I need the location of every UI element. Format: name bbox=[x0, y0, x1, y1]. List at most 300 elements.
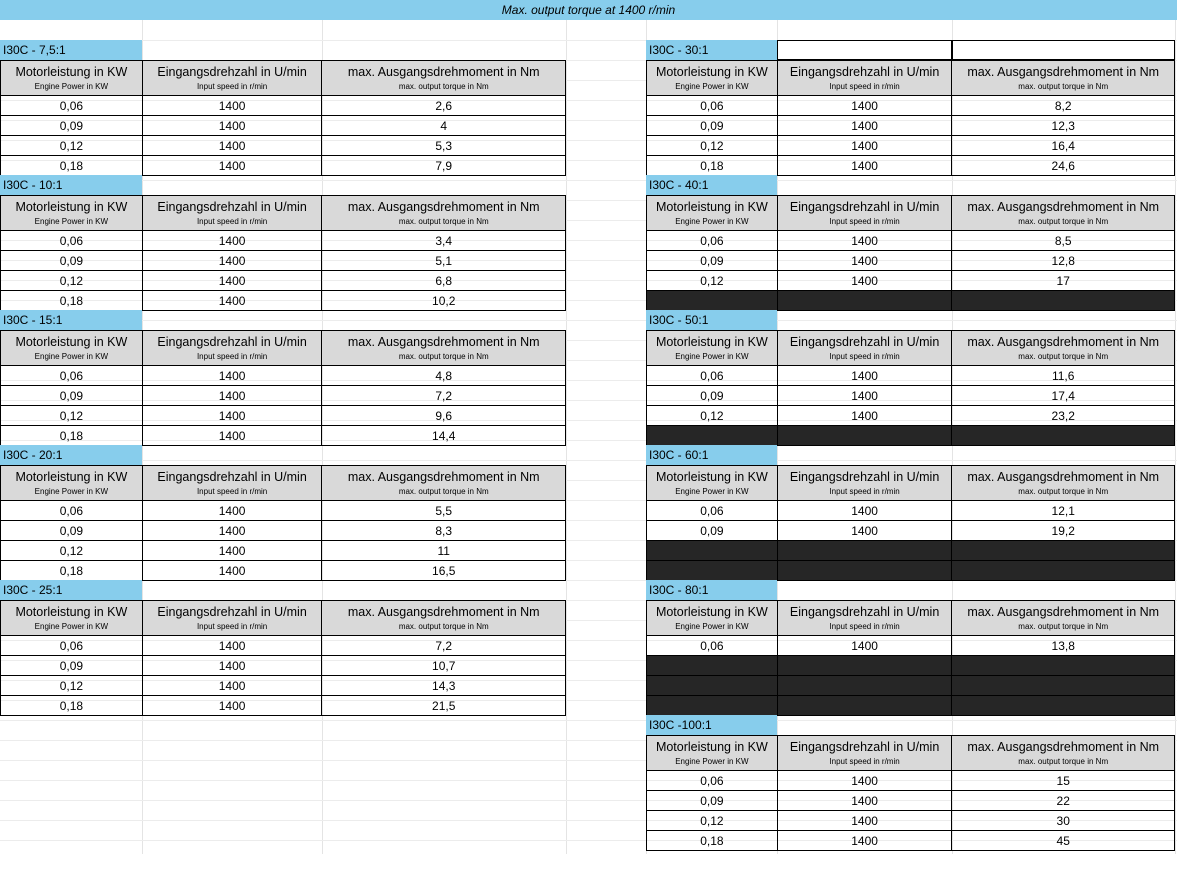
torque-table bbox=[646, 600, 1175, 716]
table-row bbox=[647, 386, 1175, 406]
ratio-block bbox=[646, 175, 1175, 330]
torque-header-en: max. output torque in Nm bbox=[398, 82, 489, 91]
torque-cell[interactable]: 17,4 bbox=[952, 386, 1175, 406]
torque-header[interactable] bbox=[952, 61, 1175, 96]
torque-header-en: max. output torque in Nm bbox=[398, 487, 489, 496]
power-header[interactable] bbox=[1, 466, 143, 501]
power-cell[interactable]: 0,09 bbox=[647, 521, 778, 541]
torque-cell[interactable]: 11 bbox=[322, 541, 566, 561]
torque-table bbox=[0, 465, 566, 581]
power-header-de: Motorleistung in KW bbox=[655, 335, 768, 349]
table-row bbox=[647, 366, 1175, 386]
power-cell[interactable]: 0,12 bbox=[1, 136, 143, 156]
torque-cell[interactable]: 3,4 bbox=[322, 231, 566, 251]
header-row bbox=[1, 466, 566, 501]
speed-header-de: Eingangsdrehzahl in U/min bbox=[789, 65, 940, 79]
torque-header[interactable] bbox=[952, 466, 1175, 501]
torque-cell[interactable]: 7,2 bbox=[322, 636, 566, 656]
speed-header[interactable] bbox=[777, 61, 952, 96]
torque-table bbox=[646, 60, 1175, 176]
empty-row bbox=[647, 656, 1175, 676]
empty-cell[interactable] bbox=[777, 426, 952, 446]
empty-cell[interactable] bbox=[952, 40, 1175, 60]
torque-cell[interactable]: 12,1 bbox=[952, 501, 1175, 521]
torque-cell[interactable]: 16,5 bbox=[322, 561, 566, 581]
torque-header-de: max. Ausgangsdrehmoment in Nm bbox=[967, 605, 1160, 619]
block-title[interactable]: I30C - 20:1 bbox=[0, 445, 142, 465]
speed-header-en: Input speed in r/min bbox=[829, 352, 900, 361]
power-cell[interactable]: 0,09 bbox=[1, 386, 143, 406]
power-header-de: Motorleistung in KW bbox=[15, 200, 128, 214]
speed-cell[interactable]: 1400 bbox=[142, 406, 322, 426]
empty-cell[interactable] bbox=[647, 656, 778, 676]
power-cell[interactable]: 0,06 bbox=[647, 501, 778, 521]
header-row bbox=[647, 331, 1175, 366]
table-row bbox=[1, 136, 566, 156]
torque-table bbox=[646, 330, 1175, 446]
power-header-en: Engine Power in KW bbox=[675, 487, 749, 496]
torque-header-de: max. Ausgangsdrehmoment in Nm bbox=[347, 470, 540, 484]
speed-cell[interactable]: 1400 bbox=[777, 136, 952, 156]
block-title[interactable]: I30C - 7,5:1 bbox=[0, 40, 142, 60]
table-row bbox=[647, 771, 1175, 791]
power-cell[interactable]: 0,12 bbox=[647, 271, 778, 291]
block-title[interactable]: I30C - 10:1 bbox=[0, 175, 142, 195]
block-title[interactable]: I30C - 30:1 bbox=[646, 40, 777, 60]
power-cell[interactable]: 0,06 bbox=[1, 366, 143, 386]
table-row bbox=[647, 231, 1175, 251]
torque-cell[interactable]: 5,1 bbox=[322, 251, 566, 271]
torque-table bbox=[0, 195, 566, 311]
speed-header[interactable] bbox=[142, 466, 322, 501]
speed-cell[interactable]: 1400 bbox=[777, 251, 952, 271]
speed-cell[interactable]: 1400 bbox=[777, 406, 952, 426]
power-header-en: Engine Power in KW bbox=[675, 622, 749, 631]
speed-cell[interactable]: 1400 bbox=[142, 136, 322, 156]
power-header-de: Motorleistung in KW bbox=[655, 740, 768, 754]
empty-cell[interactable] bbox=[777, 696, 952, 716]
power-header-de: Motorleistung in KW bbox=[15, 470, 128, 484]
empty-cell[interactable] bbox=[777, 656, 952, 676]
torque-cell[interactable]: 10,2 bbox=[322, 291, 566, 311]
torque-header-en: max. output torque in Nm bbox=[1018, 757, 1109, 766]
power-cell[interactable]: 0,06 bbox=[1, 636, 143, 656]
torque-cell[interactable]: 8,5 bbox=[952, 231, 1175, 251]
gridline bbox=[566, 20, 567, 854]
power-header-en: Engine Power in KW bbox=[675, 217, 749, 226]
speed-cell[interactable]: 1400 bbox=[777, 231, 952, 251]
speed-cell[interactable]: 1400 bbox=[142, 96, 322, 116]
sheet-banner: Max. output torque at 1400 r/min bbox=[0, 0, 1177, 20]
power-header[interactable] bbox=[647, 736, 778, 771]
torque-cell[interactable]: 12,8 bbox=[952, 251, 1175, 271]
table-row bbox=[1, 561, 566, 581]
empty-cell[interactable] bbox=[647, 561, 778, 581]
empty-cell[interactable] bbox=[952, 676, 1175, 696]
torque-header[interactable] bbox=[322, 61, 566, 96]
table-row bbox=[1, 501, 566, 521]
torque-header-de: max. Ausgangsdrehmoment in Nm bbox=[967, 740, 1160, 754]
table-row bbox=[647, 406, 1175, 426]
speed-cell[interactable]: 1400 bbox=[142, 271, 322, 291]
torque-header-de: max. Ausgangsdrehmoment in Nm bbox=[347, 65, 540, 79]
empty-row bbox=[647, 541, 1175, 561]
table-row bbox=[1, 656, 566, 676]
speed-cell[interactable]: 1400 bbox=[142, 561, 322, 581]
torque-header-de: max. Ausgangsdrehmoment in Nm bbox=[967, 200, 1160, 214]
torque-cell[interactable]: 11,6 bbox=[952, 366, 1175, 386]
torque-header-en: max. output torque in Nm bbox=[398, 622, 489, 631]
torque-cell[interactable]: 12,3 bbox=[952, 116, 1175, 136]
speed-cell[interactable]: 1400 bbox=[777, 386, 952, 406]
torque-cell[interactable]: 2,6 bbox=[322, 96, 566, 116]
table-row bbox=[1, 426, 566, 446]
ratio-block bbox=[0, 40, 566, 195]
power-header[interactable] bbox=[647, 466, 778, 501]
table-row bbox=[1, 271, 566, 291]
torque-cell[interactable]: 17 bbox=[952, 271, 1175, 291]
speed-cell[interactable]: 1400 bbox=[142, 426, 322, 446]
empty-row bbox=[647, 291, 1175, 311]
power-cell[interactable]: 0,18 bbox=[1, 696, 143, 716]
ratio-block bbox=[646, 40, 1175, 195]
power-cell[interactable]: 0,09 bbox=[1, 656, 143, 676]
torque-header-en: max. output torque in Nm bbox=[1018, 622, 1109, 631]
torque-cell[interactable]: 14,4 bbox=[322, 426, 566, 446]
block-title[interactable]: I30C - 25:1 bbox=[0, 580, 142, 600]
speed-header-en: Input speed in r/min bbox=[196, 622, 268, 631]
ratio-block bbox=[646, 715, 1175, 870]
speed-header-en: Input speed in r/min bbox=[196, 217, 268, 226]
torque-table bbox=[0, 60, 566, 176]
speed-header-de: Eingangsdrehzahl in U/min bbox=[157, 335, 307, 349]
speed-cell[interactable]: 1400 bbox=[777, 636, 952, 656]
power-cell[interactable]: 0,18 bbox=[1, 156, 143, 176]
torque-table bbox=[646, 735, 1175, 851]
torque-header[interactable] bbox=[952, 331, 1175, 366]
power-cell[interactable]: 0,09 bbox=[647, 791, 778, 811]
block-title[interactable]: I30C -100:1 bbox=[646, 715, 777, 735]
block-title[interactable]: I30C - 50:1 bbox=[646, 310, 777, 330]
speed-cell[interactable]: 1400 bbox=[142, 521, 322, 541]
speed-cell[interactable]: 1400 bbox=[142, 696, 322, 716]
torque-cell[interactable]: 5,5 bbox=[322, 501, 566, 521]
table-row bbox=[1, 636, 566, 656]
speed-cell[interactable]: 1400 bbox=[142, 386, 322, 406]
torque-header-en: max. output torque in Nm bbox=[398, 352, 489, 361]
ratio-block bbox=[0, 310, 566, 465]
speed-header-en: Input speed in r/min bbox=[196, 352, 268, 361]
power-cell[interactable]: 0,06 bbox=[1, 96, 143, 116]
torque-cell[interactable]: 13,8 bbox=[952, 636, 1175, 656]
table-row bbox=[647, 116, 1175, 136]
power-header[interactable] bbox=[1, 601, 143, 636]
speed-header[interactable] bbox=[777, 196, 952, 231]
torque-table bbox=[0, 330, 566, 446]
table-row bbox=[647, 96, 1175, 116]
power-cell[interactable]: 0,12 bbox=[1, 541, 143, 561]
header-row bbox=[1, 601, 566, 636]
header-row bbox=[1, 331, 566, 366]
torque-header[interactable] bbox=[322, 601, 566, 636]
speed-cell[interactable]: 1400 bbox=[777, 791, 952, 811]
block-title[interactable]: I30C - 15:1 bbox=[0, 310, 142, 330]
speed-cell[interactable]: 1400 bbox=[142, 501, 322, 521]
speed-header[interactable] bbox=[142, 601, 322, 636]
table-row bbox=[647, 501, 1175, 521]
torque-cell[interactable]: 19,2 bbox=[952, 521, 1175, 541]
speed-cell[interactable]: 1400 bbox=[142, 656, 322, 676]
speed-cell[interactable]: 1400 bbox=[142, 231, 322, 251]
empty-cell[interactable] bbox=[647, 291, 778, 311]
empty-cell[interactable] bbox=[647, 541, 778, 561]
power-cell[interactable]: 0,18 bbox=[1, 561, 143, 581]
table-row bbox=[647, 521, 1175, 541]
power-header-de: Motorleistung in KW bbox=[15, 335, 128, 349]
empty-cell[interactable] bbox=[777, 561, 952, 581]
power-cell[interactable]: 0,18 bbox=[647, 156, 778, 176]
block-title[interactable]: I30C - 40:1 bbox=[646, 175, 777, 195]
table-row bbox=[647, 251, 1175, 271]
table-row bbox=[1, 96, 566, 116]
power-cell[interactable]: 0,12 bbox=[647, 811, 778, 831]
ratio-block bbox=[0, 175, 566, 330]
power-cell[interactable]: 0,18 bbox=[647, 831, 778, 851]
speed-header-de: Eingangsdrehzahl in U/min bbox=[789, 605, 940, 619]
power-header[interactable] bbox=[1, 196, 143, 231]
torque-table bbox=[646, 195, 1175, 311]
power-cell[interactable]: 0,18 bbox=[1, 291, 143, 311]
torque-cell[interactable]: 30 bbox=[952, 811, 1175, 831]
table-row bbox=[647, 271, 1175, 291]
empty-cell[interactable] bbox=[777, 541, 952, 561]
speed-header[interactable] bbox=[142, 331, 322, 366]
torque-cell[interactable]: 8,2 bbox=[952, 96, 1175, 116]
speed-header[interactable] bbox=[777, 736, 952, 771]
speed-cell[interactable]: 1400 bbox=[142, 366, 322, 386]
torque-table bbox=[0, 600, 566, 716]
power-cell[interactable]: 0,06 bbox=[647, 771, 778, 791]
speed-cell[interactable]: 1400 bbox=[142, 291, 322, 311]
speed-header-en: Input speed in r/min bbox=[196, 487, 268, 496]
table-row bbox=[647, 791, 1175, 811]
speed-header-de: Eingangsdrehzahl in U/min bbox=[789, 470, 940, 484]
power-cell[interactable]: 0,18 bbox=[1, 426, 143, 446]
header-row bbox=[1, 61, 566, 96]
table-row bbox=[647, 636, 1175, 656]
power-cell[interactable]: 0,12 bbox=[647, 406, 778, 426]
speed-cell[interactable]: 1400 bbox=[777, 771, 952, 791]
speed-header-en: Input speed in r/min bbox=[829, 622, 900, 631]
empty-cell[interactable] bbox=[777, 40, 952, 60]
speed-header-en: Input speed in r/min bbox=[829, 82, 900, 91]
power-header[interactable] bbox=[1, 61, 143, 96]
torque-cell[interactable]: 7,2 bbox=[322, 386, 566, 406]
power-cell[interactable]: 0,12 bbox=[647, 136, 778, 156]
power-cell[interactable]: 0,09 bbox=[1, 251, 143, 271]
speed-cell[interactable]: 1400 bbox=[777, 96, 952, 116]
table-row bbox=[1, 521, 566, 541]
power-cell[interactable]: 0,12 bbox=[1, 676, 143, 696]
power-cell[interactable]: 0,09 bbox=[1, 521, 143, 541]
table-row bbox=[647, 156, 1175, 176]
speed-header[interactable] bbox=[142, 61, 322, 96]
empty-cell[interactable] bbox=[647, 676, 778, 696]
torque-cell[interactable]: 7,9 bbox=[322, 156, 566, 176]
empty-row bbox=[647, 561, 1175, 581]
block-title[interactable]: I30C - 60:1 bbox=[646, 445, 777, 465]
speed-cell[interactable]: 1400 bbox=[777, 811, 952, 831]
speed-header-de: Eingangsdrehzahl in U/min bbox=[789, 335, 940, 349]
empty-cell[interactable] bbox=[952, 696, 1175, 716]
torque-header[interactable] bbox=[952, 736, 1175, 771]
power-cell[interactable]: 0,12 bbox=[1, 271, 143, 291]
speed-cell[interactable]: 1400 bbox=[777, 831, 952, 851]
ratio-block bbox=[0, 580, 566, 735]
speed-header-de: Eingangsdrehzahl in U/min bbox=[789, 740, 940, 754]
speed-cell[interactable]: 1400 bbox=[142, 636, 322, 656]
speed-header-de: Eingangsdrehzahl in U/min bbox=[157, 605, 307, 619]
speed-cell[interactable]: 1400 bbox=[777, 521, 952, 541]
power-header-en: Engine Power in KW bbox=[675, 757, 749, 766]
empty-cell[interactable] bbox=[777, 291, 952, 311]
torque-cell[interactable]: 22 bbox=[952, 791, 1175, 811]
table-row bbox=[1, 386, 566, 406]
torque-cell[interactable]: 15 bbox=[952, 771, 1175, 791]
speed-header[interactable] bbox=[142, 196, 322, 231]
power-cell[interactable]: 0,06 bbox=[647, 636, 778, 656]
power-header-de: Motorleistung in KW bbox=[15, 65, 128, 79]
speed-cell[interactable]: 1400 bbox=[142, 116, 322, 136]
empty-cell[interactable] bbox=[952, 291, 1175, 311]
power-cell[interactable]: 0,06 bbox=[1, 231, 143, 251]
speed-header[interactable] bbox=[777, 331, 952, 366]
empty-cell[interactable] bbox=[952, 561, 1175, 581]
empty-cell[interactable] bbox=[952, 541, 1175, 561]
speed-header[interactable] bbox=[777, 601, 952, 636]
speed-cell[interactable]: 1400 bbox=[142, 156, 322, 176]
table-row bbox=[1, 291, 566, 311]
power-cell[interactable]: 0,12 bbox=[1, 406, 143, 426]
speed-cell[interactable]: 1400 bbox=[777, 501, 952, 521]
power-header-de: Motorleistung in KW bbox=[655, 470, 768, 484]
speed-cell[interactable]: 1400 bbox=[142, 541, 322, 561]
torque-header[interactable] bbox=[322, 331, 566, 366]
torque-cell[interactable]: 23,2 bbox=[952, 406, 1175, 426]
torque-cell[interactable]: 4 bbox=[322, 116, 566, 136]
table-row bbox=[1, 366, 566, 386]
power-header-en: Engine Power in KW bbox=[34, 487, 109, 496]
speed-header[interactable] bbox=[777, 466, 952, 501]
speed-cell[interactable]: 1400 bbox=[142, 676, 322, 696]
power-header-en: Engine Power in KW bbox=[675, 352, 749, 361]
torque-header-de: max. Ausgangsdrehmoment in Nm bbox=[967, 65, 1160, 79]
power-header-en: Engine Power in KW bbox=[675, 82, 749, 91]
speed-cell[interactable]: 1400 bbox=[777, 116, 952, 136]
power-cell[interactable]: 0,09 bbox=[647, 386, 778, 406]
speed-cell[interactable]: 1400 bbox=[777, 366, 952, 386]
power-header[interactable] bbox=[1, 331, 143, 366]
torque-cell[interactable]: 9,6 bbox=[322, 406, 566, 426]
header-row bbox=[647, 736, 1175, 771]
speed-header-en: Input speed in r/min bbox=[829, 217, 900, 226]
torque-header[interactable] bbox=[322, 466, 566, 501]
torque-cell[interactable]: 4,8 bbox=[322, 366, 566, 386]
power-header[interactable] bbox=[647, 61, 778, 96]
torque-header[interactable] bbox=[952, 196, 1175, 231]
torque-cell[interactable]: 6,8 bbox=[322, 271, 566, 291]
power-header[interactable] bbox=[647, 331, 778, 366]
speed-header-en: Input speed in r/min bbox=[829, 757, 900, 766]
speed-cell[interactable]: 1400 bbox=[142, 251, 322, 271]
speed-cell[interactable]: 1400 bbox=[777, 271, 952, 291]
power-header-de: Motorleistung in KW bbox=[655, 65, 768, 79]
torque-cell[interactable]: 5,3 bbox=[322, 136, 566, 156]
torque-table bbox=[646, 465, 1175, 581]
empty-cell[interactable] bbox=[952, 656, 1175, 676]
power-cell[interactable]: 0,09 bbox=[647, 116, 778, 136]
block-title[interactable]: I30C - 80:1 bbox=[646, 580, 777, 600]
empty-cell[interactable] bbox=[647, 696, 778, 716]
torque-header-en: max. output torque in Nm bbox=[1018, 487, 1109, 496]
ratio-block bbox=[646, 445, 1175, 600]
empty-row bbox=[647, 426, 1175, 446]
power-cell[interactable]: 0,06 bbox=[647, 366, 778, 386]
torque-cell[interactable]: 10,7 bbox=[322, 656, 566, 676]
power-header[interactable] bbox=[647, 601, 778, 636]
torque-header-de: max. Ausgangsdrehmoment in Nm bbox=[347, 605, 540, 619]
torque-cell[interactable]: 24,6 bbox=[952, 156, 1175, 176]
power-header-de: Motorleistung in KW bbox=[655, 605, 768, 619]
header-row bbox=[647, 466, 1175, 501]
power-cell[interactable]: 0,09 bbox=[647, 251, 778, 271]
power-cell[interactable]: 0,09 bbox=[1, 116, 143, 136]
table-row bbox=[1, 231, 566, 251]
torque-header-de: max. Ausgangsdrehmoment in Nm bbox=[347, 335, 540, 349]
torque-cell[interactable]: 16,4 bbox=[952, 136, 1175, 156]
table-row bbox=[647, 811, 1175, 831]
empty-cell[interactable] bbox=[952, 426, 1175, 446]
torque-cell[interactable]: 14,3 bbox=[322, 676, 566, 696]
table-row bbox=[1, 676, 566, 696]
table-row bbox=[647, 831, 1175, 851]
torque-header[interactable] bbox=[322, 196, 566, 231]
speed-header-de: Eingangsdrehzahl in U/min bbox=[157, 470, 307, 484]
power-cell[interactable]: 0,06 bbox=[647, 231, 778, 251]
torque-header[interactable] bbox=[952, 601, 1175, 636]
torque-cell[interactable]: 21,5 bbox=[322, 696, 566, 716]
table-row bbox=[1, 116, 566, 136]
torque-cell[interactable]: 45 bbox=[952, 831, 1175, 851]
header-row bbox=[647, 196, 1175, 231]
power-cell[interactable]: 0,06 bbox=[1, 501, 143, 521]
power-header-de: Motorleistung in KW bbox=[655, 200, 768, 214]
power-cell[interactable]: 0,06 bbox=[647, 96, 778, 116]
empty-row bbox=[647, 676, 1175, 696]
empty-cell[interactable] bbox=[777, 676, 952, 696]
torque-header-en: max. output torque in Nm bbox=[398, 217, 489, 226]
torque-cell[interactable]: 8,3 bbox=[322, 521, 566, 541]
speed-cell[interactable]: 1400 bbox=[777, 156, 952, 176]
table-row bbox=[1, 696, 566, 716]
speed-header-en: Input speed in r/min bbox=[196, 82, 268, 91]
power-header-de: Motorleistung in KW bbox=[15, 605, 128, 619]
ratio-block bbox=[646, 310, 1175, 465]
empty-cell[interactable] bbox=[647, 426, 778, 446]
header-row bbox=[647, 601, 1175, 636]
power-header[interactable] bbox=[647, 196, 778, 231]
table-row bbox=[1, 406, 566, 426]
